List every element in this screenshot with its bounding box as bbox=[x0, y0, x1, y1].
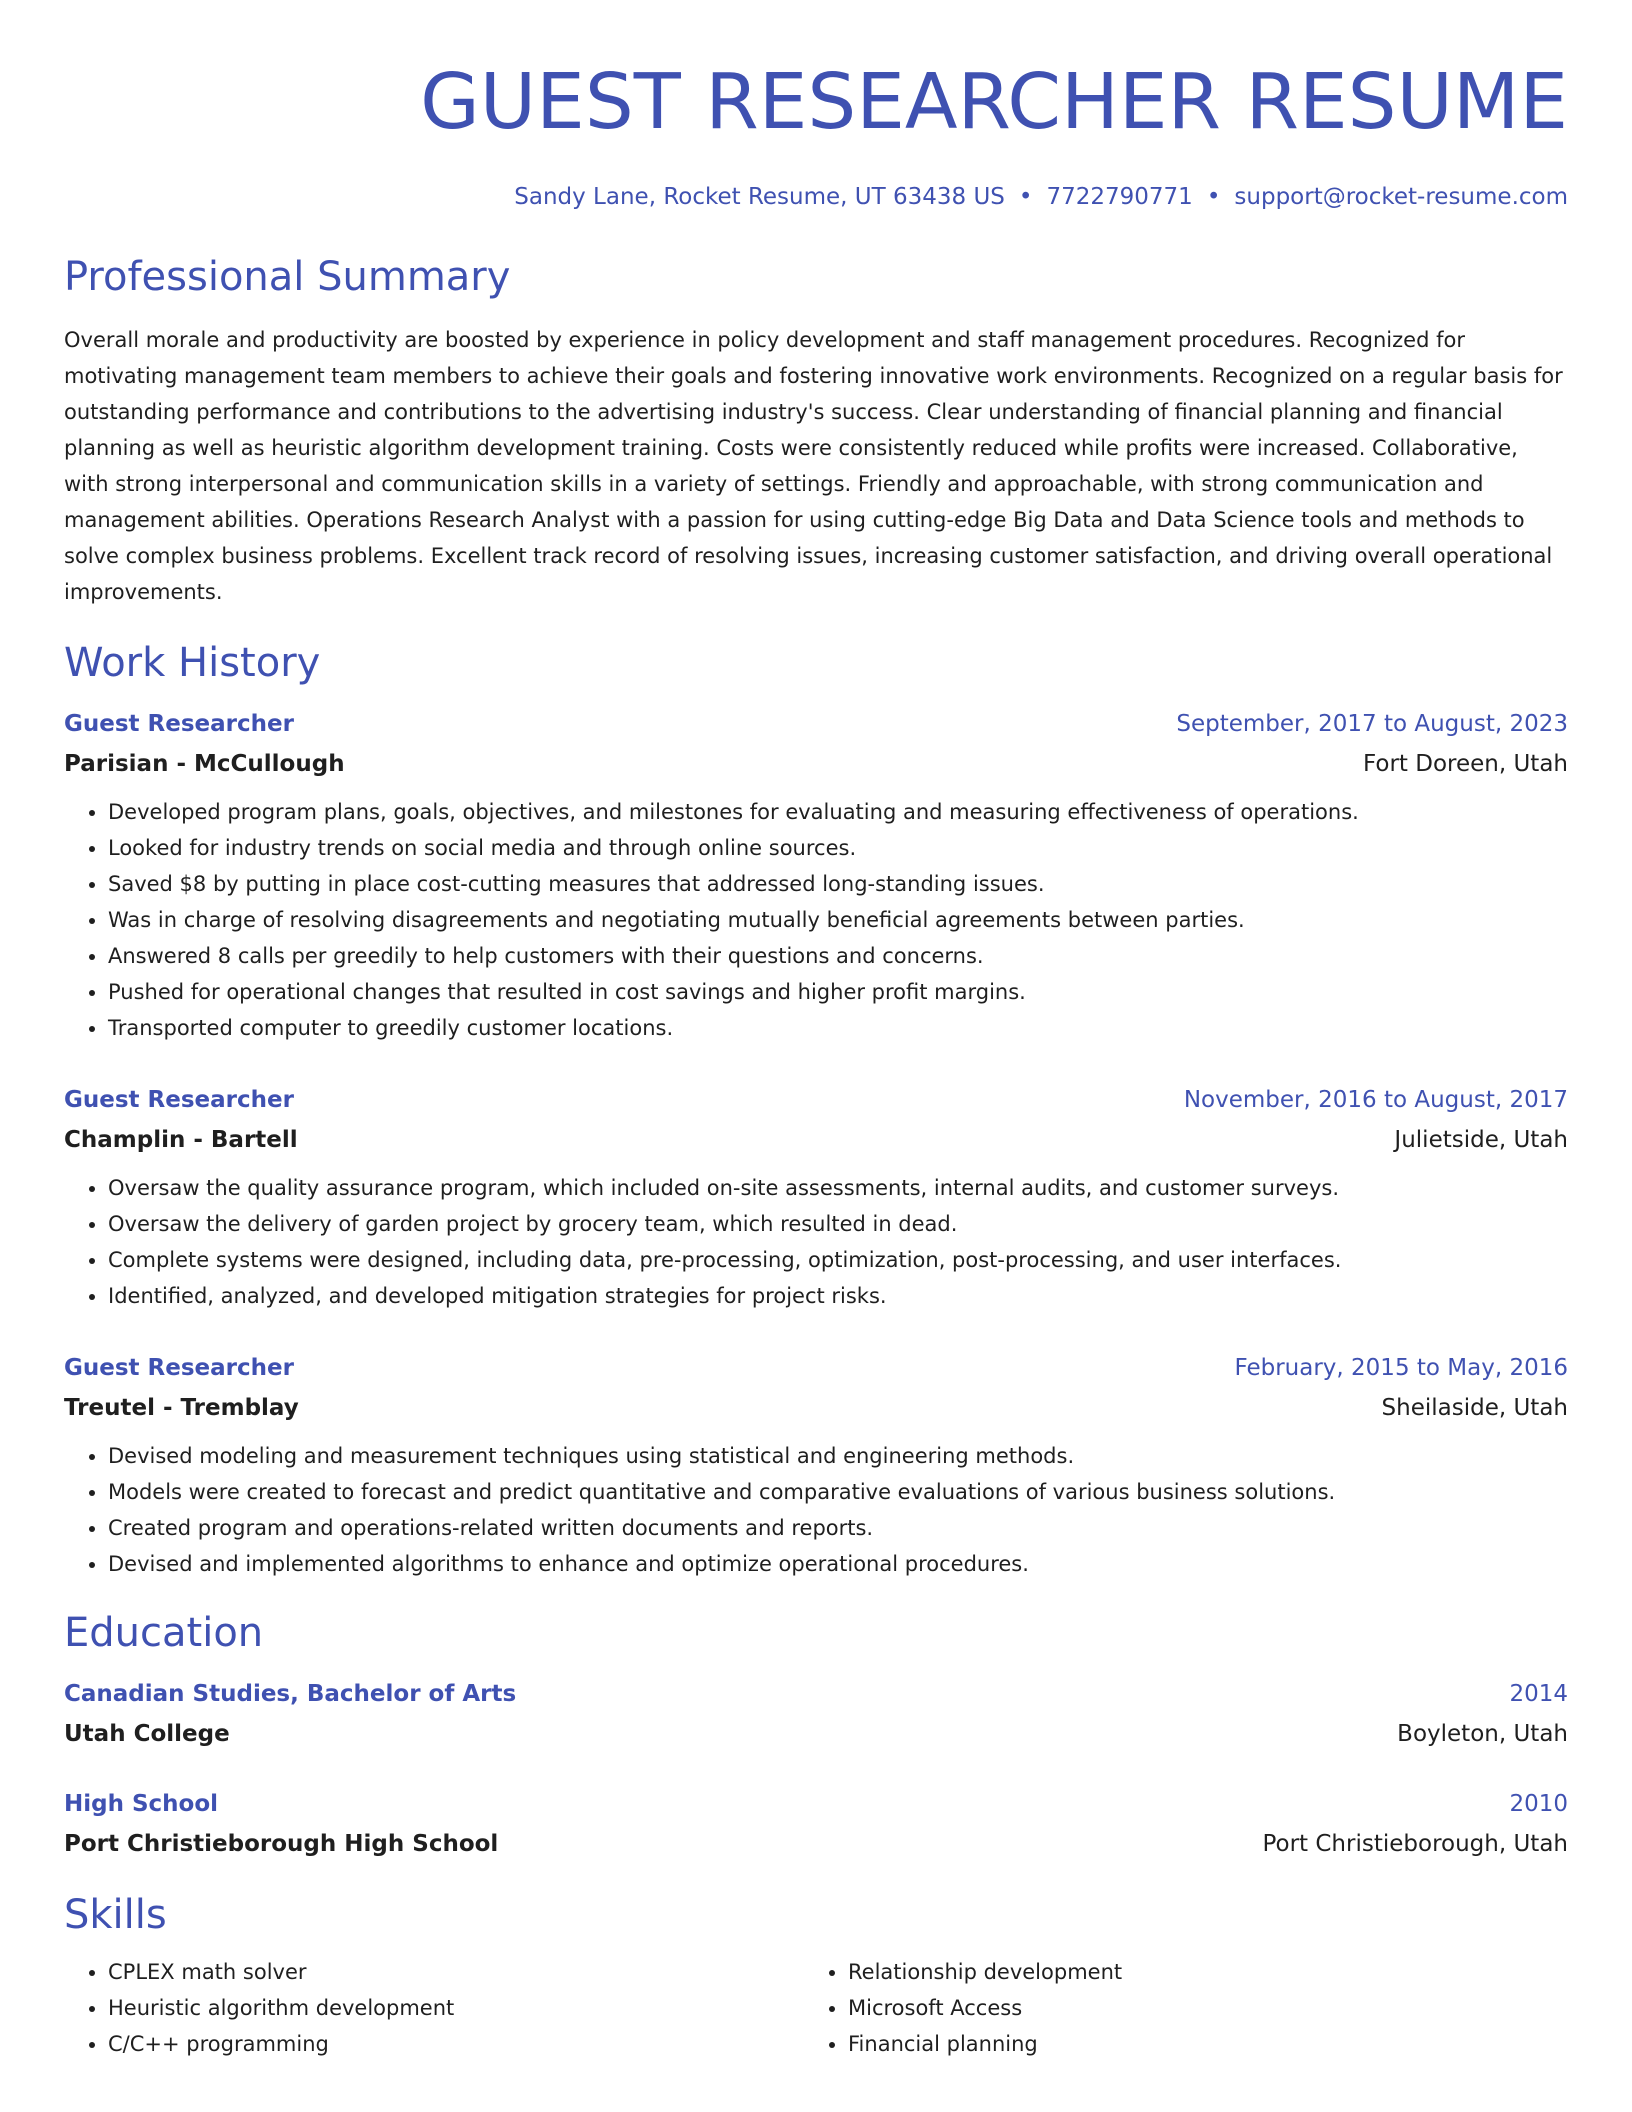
education-school: Port Christieborough High School bbox=[64, 1831, 499, 1857]
job-bullet: • Oversaw the quality assurance program, which included on-site assessments, internal audits, and customer surveys. bbox=[108, 1170, 1568, 1206]
job-bullet: • Complete systems were designed, including data, pre-processing, optimization, post-processing, and user interfaces. bbox=[108, 1242, 1568, 1278]
job-bullet: • Created program and operations-related written documents and reports. bbox=[108, 1510, 1568, 1546]
job-subheader bbox=[64, 744, 1568, 784]
education-entry bbox=[64, 1784, 1568, 1864]
education-year: 2014 bbox=[1509, 1681, 1568, 1707]
job-bullet: • Looked for industry trends on social media and through online sources. bbox=[108, 830, 1568, 866]
job-company: Champlin - Bartell bbox=[64, 1127, 298, 1153]
job-bullet: • Devised and implemented algorithms to enhance and optimize operational procedures. bbox=[108, 1546, 1568, 1582]
job-bullets bbox=[64, 1170, 1568, 1314]
education-location: Port Christieborough, Utah bbox=[1262, 1831, 1568, 1857]
job-company: Parisian - McCullough bbox=[64, 751, 345, 777]
education-subheader bbox=[64, 1714, 1568, 1754]
skill-item: • Heuristic algorithm development bbox=[108, 1990, 804, 2026]
education-degree: High School bbox=[64, 1791, 219, 1817]
summary-text: Overall morale and productivity are boosted by experience in policy development and staff management procedures. Recognized for motivating management team members to achieve their goals and fostering innovative work environments. Recognized on a regular basis for outstanding performance and contributions to the advertising industry's success. Clear understanding of financial planning and financial planning as well as heuristic algorithm development training. Costs were consistently reduced while profits were increased. Collaborative, with strong interpersonal and communication skills in a variety of settings. Friendly and approachable, with strong communication and management abilities. Operations Research Analyst with a passion for using cutting-edge Big Data and Data Science tools and methods to solve complex business problems. Excellent track record of resolving issues, increasing customer satisfaction, and driving overall operational improvements. bbox=[64, 328, 1563, 604]
job-role: Guest Researcher bbox=[64, 1087, 294, 1113]
skill-item: • CPLEX math solver bbox=[108, 1954, 804, 1990]
job-bullets bbox=[64, 1438, 1568, 1582]
job-entry bbox=[64, 1080, 1568, 1314]
job-dates: February, 2015 to May, 2016 bbox=[1234, 1355, 1568, 1381]
job-role: Guest Researcher bbox=[64, 1355, 294, 1381]
skills-list bbox=[64, 1954, 804, 2062]
job-bullet: • Answered 8 calls per greedily to help customers with their questions and concerns. bbox=[108, 938, 1568, 974]
job-subheader bbox=[64, 1388, 1568, 1428]
education-entry bbox=[64, 1674, 1568, 1754]
skills-grid bbox=[64, 1954, 1568, 2062]
contact-phone: 7722790771 bbox=[1046, 184, 1193, 210]
skill-item: • Relationship development bbox=[848, 1954, 1544, 1990]
skills-column-left bbox=[64, 1954, 804, 2062]
job-dates: November, 2016 to August, 2017 bbox=[1183, 1087, 1568, 1113]
education-subheader bbox=[64, 1824, 1568, 1864]
section-title-summary: Professional Summary bbox=[64, 254, 511, 300]
job-bullet: • Saved $8 by putting in place cost-cutting measures that addressed long-standing issues. bbox=[108, 866, 1568, 902]
job-entry bbox=[64, 704, 1568, 1046]
job-subheader bbox=[64, 1120, 1568, 1160]
job-header bbox=[64, 704, 1568, 744]
job-company: Treutel - Tremblay bbox=[64, 1395, 299, 1421]
job-entry bbox=[64, 1348, 1568, 1582]
job-location: Sheilaside, Utah bbox=[1381, 1395, 1568, 1421]
job-bullet: • Was in charge of resolving disagreements and negotiating mutually beneficial agreements between parties. bbox=[108, 902, 1568, 938]
education-year: 2010 bbox=[1509, 1791, 1568, 1817]
section-title-work-history: Work History bbox=[64, 640, 321, 686]
skills-list bbox=[804, 1954, 1544, 2062]
contact-address: Sandy Lane, Rocket Resume, UT 63438 US bbox=[514, 184, 1005, 210]
job-bullet: • Transported computer to greedily customer locations. bbox=[108, 1010, 1568, 1046]
job-header bbox=[64, 1080, 1568, 1120]
job-bullet: • Developed program plans, goals, objectives, and milestones for evaluating and measuring effectiveness of operations. bbox=[108, 794, 1568, 830]
skills-column-right bbox=[804, 1954, 1544, 2062]
job-bullet: • Devised modeling and measurement techniques using statistical and engineering methods. bbox=[108, 1438, 1568, 1474]
section-title-skills: Skills bbox=[64, 1892, 167, 1938]
skill-item: • C/C++ programming bbox=[108, 2026, 804, 2062]
job-bullet: • Pushed for operational changes that resulted in cost savings and higher profit margins. bbox=[108, 974, 1568, 1010]
resume-page bbox=[64, 0, 1568, 2062]
job-location: Fort Doreen, Utah bbox=[1362, 751, 1568, 777]
contact-line bbox=[64, 182, 1568, 212]
job-location: Julietside, Utah bbox=[1394, 1127, 1568, 1153]
education-location: Boyleton, Utah bbox=[1397, 1721, 1568, 1747]
job-role: Guest Researcher bbox=[64, 711, 294, 737]
job-header bbox=[64, 1348, 1568, 1388]
contact-email: support@rocket-resume.com bbox=[1234, 184, 1568, 210]
job-dates: September, 2017 to August, 2023 bbox=[1176, 711, 1568, 737]
section-title-education: Education bbox=[64, 1610, 264, 1656]
job-bullet: • Models were created to forecast and predict quantitative and comparative evaluations of various business solutions. bbox=[108, 1474, 1568, 1510]
education-school: Utah College bbox=[64, 1721, 230, 1747]
education-header bbox=[64, 1674, 1568, 1714]
skill-item: • Microsoft Access bbox=[848, 1990, 1544, 2026]
contact-separator: • bbox=[1206, 184, 1221, 210]
education-header bbox=[64, 1784, 1568, 1824]
job-bullets bbox=[64, 794, 1568, 1046]
resume-title: GUEST RESEARCHER RESUME bbox=[420, 58, 1568, 147]
job-bullet: • Identified, analyzed, and developed mitigation strategies for project risks. bbox=[108, 1278, 1568, 1314]
job-bullet: • Oversaw the delivery of garden project by grocery team, which resulted in dead. bbox=[108, 1206, 1568, 1242]
contact-separator: • bbox=[1018, 184, 1033, 210]
skill-item: • Financial planning bbox=[848, 2026, 1544, 2062]
education-degree: Canadian Studies, Bachelor of Arts bbox=[64, 1681, 517, 1707]
